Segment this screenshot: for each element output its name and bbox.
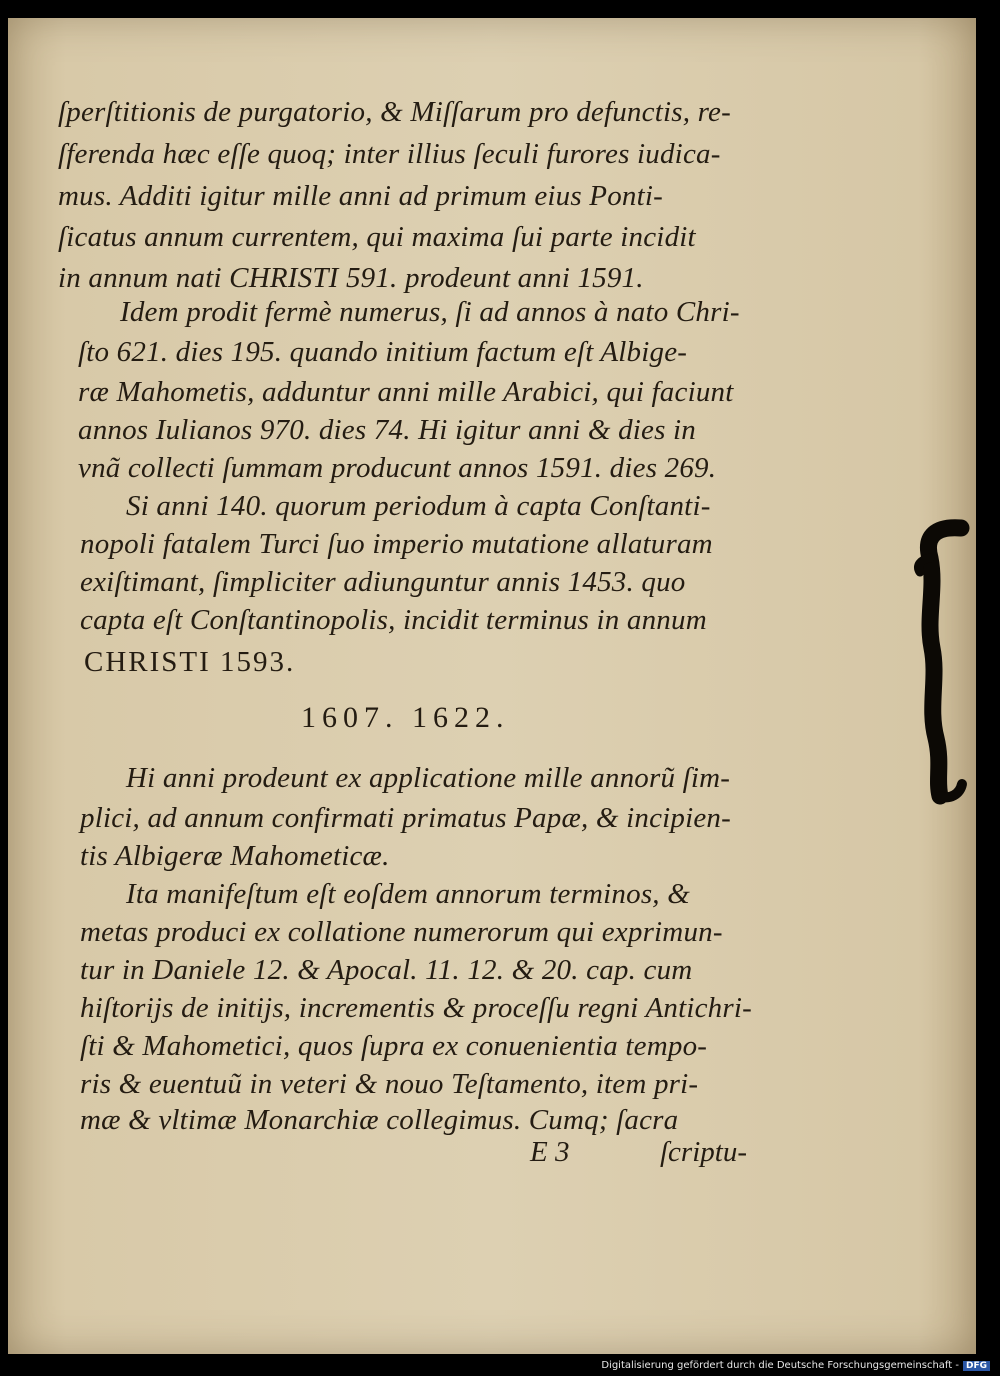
text-line: Si anni 140. quorum periodum à capta Conſtanti- [126,490,711,522]
text-line: Idem prodit fermè numerus, ſi ad annos à nato Chri- [120,296,740,328]
footer-credit [601,1360,990,1371]
text-line: hiſtorijs de initijs, incrementis & proceſſu regni Antichri- [80,992,752,1024]
text-line: vnã collecti ſummam producunt annos 1591. dies 269. [78,452,717,484]
text-line: plici, ad annum confirmati primatus Papæ, & incipien- [80,802,731,834]
text-line: ris & euentuũ in veteri & nouo Teſtamento, item pri- [80,1068,699,1100]
text-line: ſferenda hæc eſſe quoq; inter illius ſeculi furores iudica- [58,138,721,170]
signature-mark: E 3 [530,1136,570,1168]
text-line: mæ & vltimæ Monarchiæ collegimus. Cumq; ſacra [80,1104,679,1136]
footer-text: Digitalisierung gefördert durch die Deutsche Forschungsgemeinschaft - [601,1360,959,1371]
dfg-logo: DFG [963,1361,990,1371]
catchword: ſcriptu- [660,1136,747,1168]
text-line: ſperſtitionis de purgatorio, & Miſſarum pro defunctis, re- [58,96,731,128]
text-line: tur in Daniele 12. & Apocal. 11. 12. & 20. cap. cum [80,954,693,986]
text-line: Hi anni prodeunt ex applicatione mille annorũ ſim- [126,762,731,794]
text-line: ræ Mahometis, adduntur anni mille Arabici, qui faciunt [78,376,734,408]
text-line: exiſtimant, ſimpliciter adiunguntur annis 1453. quo [80,566,686,598]
text-line: capta eſt Conſtantinopolis, incidit terminus in annum [80,604,707,636]
text-line: metas produci ex collatione numerorum qui exprimun- [80,916,723,948]
text-line: CHRISTI 1593. [84,646,296,678]
text-line: tis Albigeræ Mahometicæ. [80,840,390,872]
text-line: ſicatus annum currentem, qui maxima ſui parte incidit [58,221,696,253]
text-line: mus. Additi igitur mille anni ad primum eius Ponti- [58,180,663,212]
ink-bracket-mark [906,518,976,808]
text-line: nopoli fatalem Turci ſuo imperio mutatione allaturam [80,528,713,560]
text-line: annos Iulianos 970. dies 74. Hi igitur anni & dies in [78,414,696,446]
text-line: Ita manifeſtum eſt eoſdem annorum terminos, & [126,878,690,910]
book-page [8,18,976,1354]
text-line: ſti & Mahometici, quos ſupra ex conuenientia tempo- [80,1030,708,1062]
section-heading: 1607. 1622. [301,701,510,734]
text-line: ſto 621. dies 195. quando initium factum eſt Albige- [78,336,688,368]
text-line: in annum nati CHRISTI 591. prodeunt anni 1591. [58,262,644,294]
